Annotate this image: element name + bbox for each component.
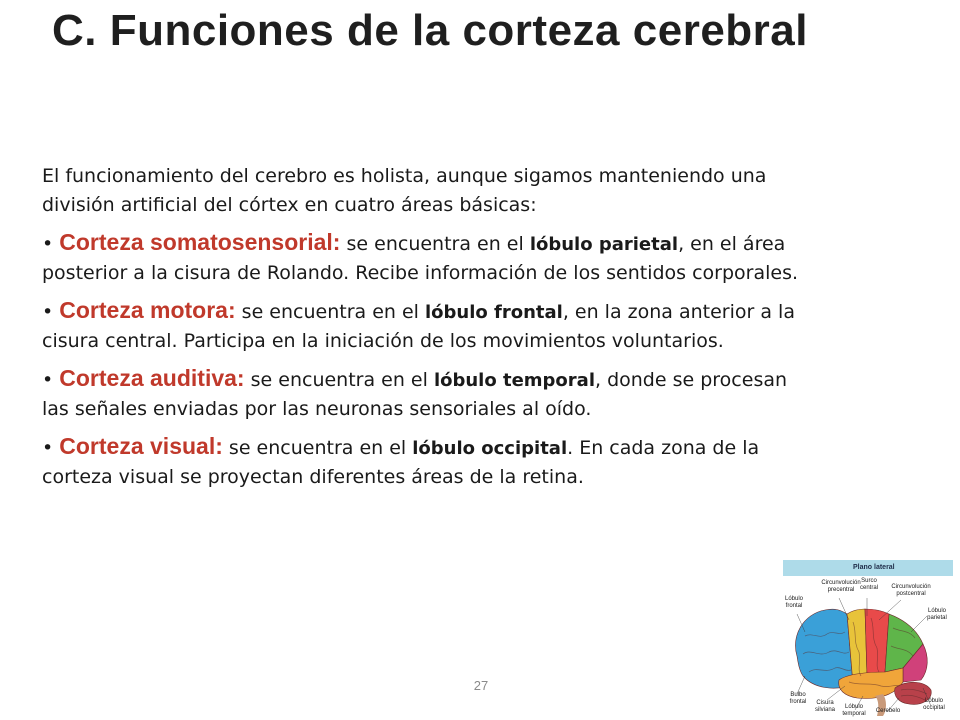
slide-body (42, 162, 812, 500)
lobe-frontal: lóbulo frontal (424, 302, 563, 323)
page-number: 27 (473, 678, 489, 693)
brain-lateral-figure (783, 560, 953, 718)
bullet-item-visual (42, 432, 812, 492)
bullet-item-auditory (42, 364, 812, 424)
term-auditory: Corteza auditiva: (59, 365, 245, 391)
figure-header: Plano lateral (783, 560, 953, 576)
label-cisura-silviana: Cisura silviana (814, 700, 835, 713)
bullet-item-motor (42, 296, 812, 356)
item-text-after: , en la zona anterior a la cisura central. Participa en la iniciación de los movimientos voluntarios. (42, 301, 795, 352)
lobe-parietal: lóbulo parietal (529, 234, 679, 255)
item-text-after: , donde se procesan las señales enviadas por las neuronas sensoriales al oído. (42, 369, 788, 420)
item-text-before: se encuentra en el (222, 437, 413, 459)
bullet-icon: • (42, 437, 54, 459)
item-text-after: , en el área posterior a la cisura de Rolando. Recibe información de los sentidos corporales. (42, 233, 799, 284)
label-bulbo-frontal: Bulbo frontal (789, 692, 807, 705)
intro-paragraph: El funcionamiento del cerebro es holista, aunque sigamos manteniendo una división artificial del córtex en cuatro áreas básicas: (42, 165, 767, 216)
bullet-icon: • (42, 301, 54, 323)
label-circ-precentral: Circunvolución precentral (821, 580, 861, 593)
bullet-icon: • (42, 369, 54, 391)
term-somatosensory: Corteza somatosensorial: (59, 229, 341, 255)
bullet-icon: • (42, 233, 54, 255)
item-text-before: se encuentra en el (235, 301, 425, 323)
item-text-before: se encuentra en el (340, 233, 530, 255)
item-text-before: se encuentra en el (244, 369, 434, 391)
lobe-temporal: lóbulo temporal (433, 370, 595, 391)
label-lobulo-temporal: Lóbulo temporal (842, 704, 866, 717)
lobe-occipital: lóbulo occipital (412, 438, 568, 459)
label-lobulo-frontal: Lóbulo frontal (784, 596, 804, 609)
label-surco-central: Surco central (859, 578, 878, 591)
bullet-item-somatosensory (42, 228, 812, 288)
term-visual: Corteza visual: (59, 433, 223, 459)
label-cerebelo: Cerebelo (875, 708, 901, 714)
frontal-lobe-region (795, 609, 853, 688)
item-text-after: . En cada zona de la corteza visual se proyectan diferentes áreas de la retina. (42, 437, 760, 488)
label-circ-postcentral: Circunvolución postcentral (891, 584, 931, 597)
label-lobulo-parietal: Lóbulo parietal (927, 608, 947, 621)
term-motor: Corteza motora: (59, 297, 236, 323)
label-lobulo-occipital: Lóbulo occipital (923, 698, 945, 711)
slide-title: C. Funciones de la corteza cerebral (52, 6, 808, 55)
